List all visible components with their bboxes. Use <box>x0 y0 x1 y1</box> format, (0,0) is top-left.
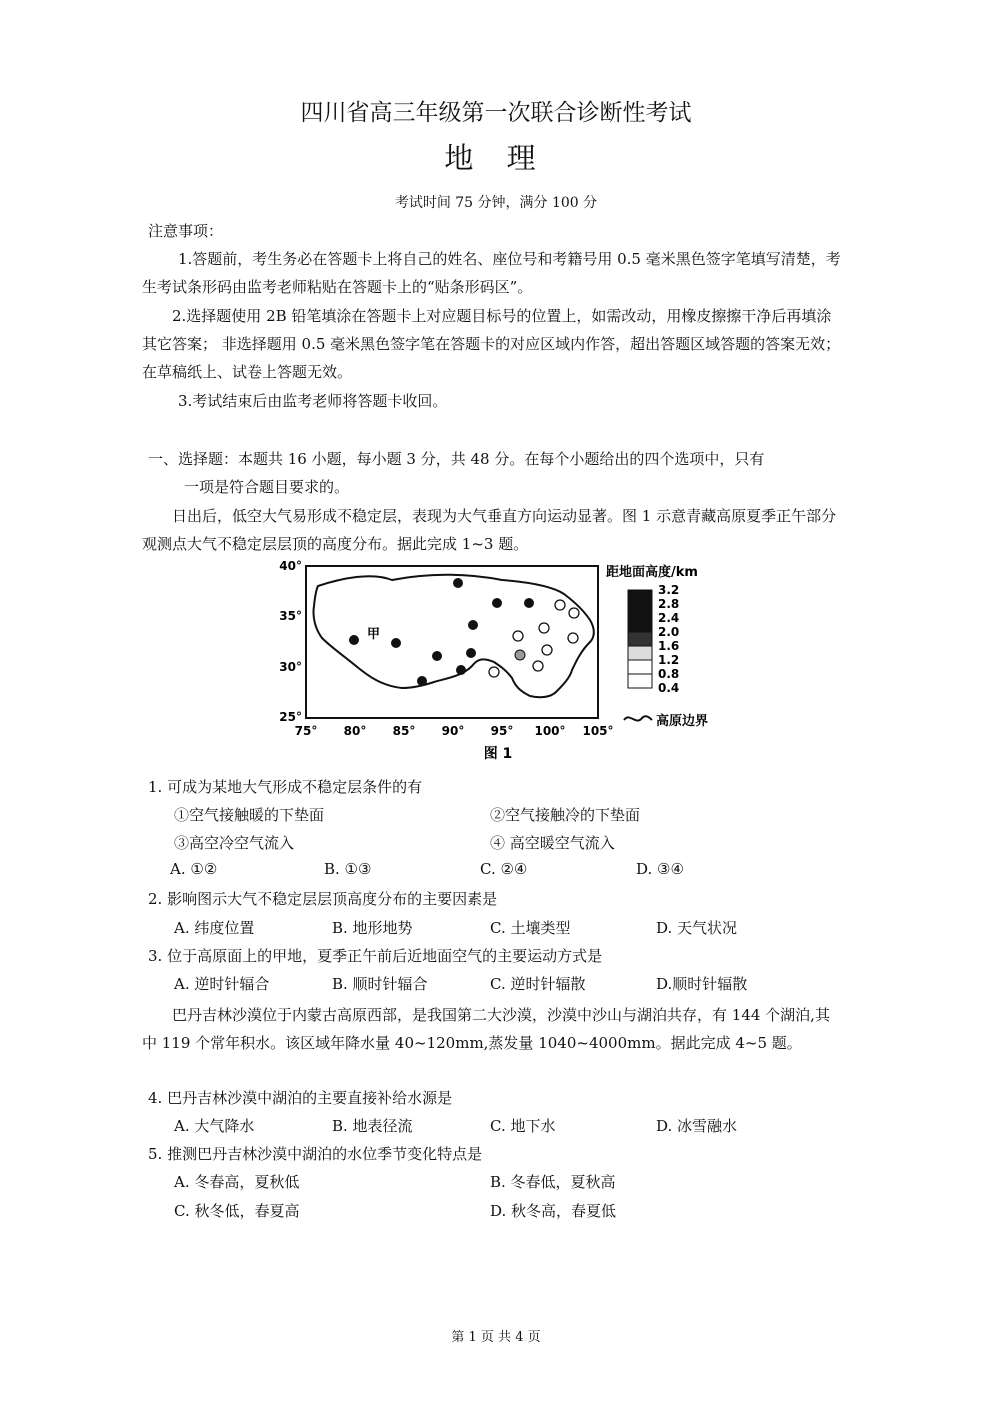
lon-label: 85° <box>392 724 416 738</box>
q2-option-c[interactable]: C. 土壤类型 <box>490 919 571 937</box>
q1-option-b[interactable]: B. ①③ <box>324 860 372 878</box>
point-8 <box>456 665 466 675</box>
notice-heading: 注意事项： <box>148 222 224 240</box>
point-jia <box>349 635 359 645</box>
q1-condition-2: ②空气接触冷的下垫面 <box>490 806 641 824</box>
q3-option-a[interactable]: A. 逆时针辐合 <box>174 975 270 993</box>
point-3 <box>524 598 534 608</box>
q3-option-b[interactable]: B. 顺时针辐合 <box>332 975 428 993</box>
q1-condition-3: ③高空冷空气流入 <box>174 834 295 852</box>
q2-option-a[interactable]: A. 纬度位置 <box>174 919 255 937</box>
low-points <box>489 600 579 677</box>
lon-label: 75° <box>294 724 318 738</box>
latitude-labels <box>279 559 302 724</box>
question-5-stem: 5. 推测巴丹吉林沙漠中湖泊的水位季节变化特点是 <box>148 1145 483 1163</box>
q4-option-d[interactable]: D. 冰雪融水 <box>656 1117 738 1135</box>
figure-caption: 图 1 <box>483 746 513 762</box>
q1-condition-1: ①空气接触暖的下垫面 <box>174 806 325 824</box>
q1-option-a[interactable]: A. ①② <box>170 860 218 878</box>
boundary-legend-symbol <box>624 716 652 720</box>
longitude-labels <box>295 724 614 738</box>
q3-option-d[interactable]: D.顺时针辐散 <box>656 975 748 993</box>
q5-option-d[interactable]: D. 秋冬高，春夏低 <box>490 1202 617 1220</box>
point-2 <box>492 598 502 608</box>
notice-item-3: 3.考试结束后由监考老师将答题卡收回。 <box>178 392 448 410</box>
legend-value: 0.8 <box>658 667 680 681</box>
notice-item-2: 2.选择题使用 2B 铅笔填涂在答题卡上对应题目标号的位置上，如需改动，用橡皮擦擦干净后再填涂其它答案； 非选择题用 0.5 毫米黑色签字笔在答题卡的对应区域内作答，超出答题区域答题的答案无效； 在草稿纸上、试卷上答题无效。 <box>142 307 841 381</box>
point-5 <box>391 638 401 648</box>
passage-2: 巴丹吉林沙漠位于内蒙古高原西部，是我国第二大沙漠，沙漠中沙山与湖泊共存，有 144 个湖泊,其中 119 个常年积水。该区域年降水量 40~120mm,蒸发量 1040~4000mm。据此完成 4~5 题。 <box>142 1006 830 1052</box>
question-1-stem: 1. 可成为某地大气形成不稳定层条件的有 <box>148 778 423 796</box>
mid-points <box>515 650 525 660</box>
figure-1-map <box>272 558 728 768</box>
lon-label: 105° <box>582 724 614 738</box>
lon-label: 100° <box>534 724 566 738</box>
notice-item-1: 1.答题前，考生务必在答题卡上将自己的姓名、座位号和考籍号用 0.5 毫米黑色签字笔填写清楚，考生考试条形码由监考老师粘贴在答题卡上的“贴条形码区”。 <box>142 250 841 296</box>
legend-value: 2.0 <box>658 625 680 639</box>
passage-1: 日出后，低空大气易形成不稳定层，表现为大气垂直方向运动显著。图 1 示意青藏高原夏季正午部分观测点大气不稳定层层顶的高度分布。据此完成 1~3 题。 <box>142 507 837 553</box>
q4-option-c[interactable]: C. 地下水 <box>490 1117 556 1135</box>
question-3-stem: 3. 位于高原面上的甲地，夏季正午前后近地面空气的主要运动方式是 <box>148 947 603 965</box>
legend-scale <box>628 590 652 688</box>
point-7 <box>466 648 476 658</box>
legend-title: 距地面高度/km <box>606 565 698 580</box>
q4-option-a[interactable]: A. 大气降水 <box>174 1117 255 1135</box>
legend-value: 3.2 <box>658 583 680 597</box>
point-9 <box>417 676 427 686</box>
point-13 <box>513 631 523 641</box>
exam-title: 四川省高三年级第一次联合诊断性考试 <box>300 100 692 126</box>
exam-info: 考试时间 75 分钟，满分 100 分 <box>394 195 598 211</box>
q5-option-c[interactable]: C. 秋冬低，春夏高 <box>174 1202 300 1220</box>
legend-value: 1.2 <box>658 653 680 667</box>
subject-title: 地 理 <box>444 141 548 175</box>
q5-option-a[interactable]: A. 冬春高，夏秋低 <box>174 1173 300 1191</box>
boundary-legend-label: 高原边界 <box>656 714 709 729</box>
legend-value: 0.4 <box>658 681 680 695</box>
q4-option-b[interactable]: B. 地表径流 <box>332 1117 413 1135</box>
point-14 <box>539 623 549 633</box>
section-heading: 一、选择题：本题共 16 小题，每小题 3 分，共 48 分。在每个小题给出的四个选项中，只有 <box>148 450 765 468</box>
q3-option-c[interactable]: C. 逆时针辐散 <box>490 975 586 993</box>
legend-value: 2.8 <box>658 597 680 611</box>
lon-label: 80° <box>343 724 367 738</box>
point-10 <box>515 650 525 660</box>
point-17 <box>533 661 543 671</box>
question-2-stem: 2. 影响图示大气不稳定层层顶高度分布的主要因素是 <box>148 890 498 908</box>
q1-option-d[interactable]: D. ③④ <box>636 860 684 878</box>
legend-value: 2.4 <box>658 611 680 625</box>
legend-value: 1.6 <box>658 639 680 653</box>
q1-condition-4: ④ 高空暖空气流入 <box>490 834 615 852</box>
point-11 <box>555 600 565 610</box>
lat-label: 30° <box>279 660 302 674</box>
q5-option-b[interactable]: B. 冬春低，夏秋高 <box>490 1173 616 1191</box>
lat-label: 35° <box>279 609 302 623</box>
page-footer: 第 1 页 共 4 页 <box>451 1330 541 1345</box>
point-16 <box>542 645 552 655</box>
point-6 <box>432 651 442 661</box>
q1-option-c[interactable]: C. ②④ <box>480 860 528 878</box>
q2-option-b[interactable]: B. 地形地势 <box>332 919 413 937</box>
lat-label: 40° <box>279 559 302 573</box>
place-label-jia: 甲 <box>367 627 381 642</box>
point-18 <box>489 667 499 677</box>
q2-option-d[interactable]: D. 天气状况 <box>656 919 738 937</box>
legend-values <box>658 583 679 695</box>
lat-label: 25° <box>279 710 302 724</box>
lon-label: 95° <box>490 724 514 738</box>
point-15 <box>568 633 578 643</box>
point-4 <box>468 620 478 630</box>
lon-label: 90° <box>441 724 465 738</box>
point-1 <box>453 578 463 588</box>
point-12 <box>569 608 579 618</box>
section-heading-cont: 一项是符合题目要求的。 <box>184 478 350 496</box>
question-4-stem: 4. 巴丹吉林沙漠中湖泊的主要直接补给水源是 <box>148 1089 453 1107</box>
